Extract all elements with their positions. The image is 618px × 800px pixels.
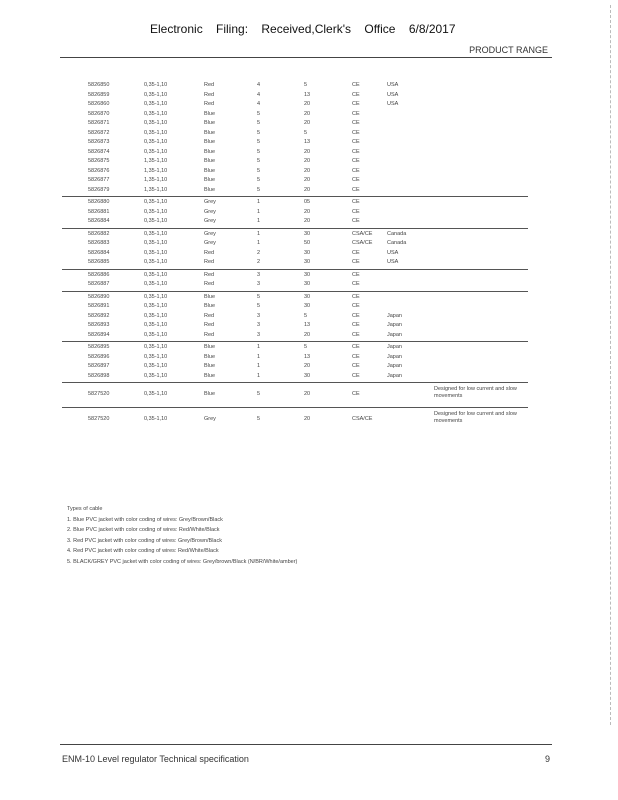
approval-cell: CE [352, 303, 360, 309]
article-number: 5826894 [88, 331, 110, 338]
article-number: 5826879 [88, 186, 110, 193]
range-cell: 0,35-1,10 [144, 101, 168, 107]
approval-cell: CE [352, 129, 360, 136]
group-separator [62, 382, 528, 383]
range-cell: 1,35-1,10 [144, 167, 168, 174]
approval-cell: CE [352, 259, 360, 265]
cable-color-cell: Red [204, 101, 215, 107]
cable-type-cell: 3 [257, 331, 261, 338]
country-cell: Japan [387, 363, 402, 369]
cable-length-cell: 05 [304, 199, 311, 205]
table-row [62, 302, 528, 312]
range-cell: 0,35-1,10 [144, 110, 168, 117]
table-row [62, 198, 528, 208]
note-item: 1. Blue PVC jacket with color coding of wires: Grey/Brown/Black [67, 516, 223, 523]
range-cell: 0,35-1,10 [144, 199, 168, 205]
cable-color-cell: Blue [204, 363, 216, 369]
approval-cell: CE [352, 249, 360, 256]
cable-type-cell: 1 [257, 353, 261, 360]
range-cell: 0,35-1,10 [144, 344, 168, 350]
table-row [62, 230, 528, 240]
table-row [62, 91, 528, 101]
table-row [62, 157, 528, 167]
cable-type-cell: 1 [257, 199, 261, 205]
article-number: 5826874 [88, 148, 110, 155]
article-number: 5826884 [88, 218, 110, 224]
approval-cell: CE [352, 101, 360, 107]
table-row [62, 129, 528, 139]
approval-cell: CE [352, 208, 360, 215]
country-cell: Canada [387, 230, 407, 237]
cable-length-cell: 5 [304, 312, 308, 319]
group-separator [62, 341, 528, 342]
article-number: 5826882 [88, 230, 110, 237]
cable-color-cell: Blue [204, 177, 216, 183]
table-row [62, 321, 528, 331]
range-cell: 0,35-1,10 [144, 363, 168, 369]
approval-cell: CE [352, 312, 360, 319]
approval-cell: CE [352, 271, 360, 278]
table-row [62, 249, 528, 259]
table-row-special [62, 409, 528, 431]
table-row [62, 186, 528, 196]
cable-type-cell: 5 [257, 186, 261, 193]
country-cell: Japan [387, 372, 402, 379]
cable-color-cell: Grey [204, 208, 216, 215]
cable-color-cell: Red [204, 271, 215, 278]
range-cell: 0,35-1,10 [144, 303, 168, 309]
cable-color-cell: Red [204, 91, 215, 98]
cable-color-cell: Red [204, 331, 215, 338]
cable-color-cell: Red [204, 312, 215, 319]
cable-length-cell: 20 [304, 363, 311, 369]
approval-cell: CE [352, 120, 360, 126]
country-cell: Japan [387, 322, 402, 328]
article-number: 5826890 [88, 293, 110, 300]
filing-stamp: Electronic Filing: Received,Clerk's Office 6/8/2017 [150, 22, 456, 36]
cable-type-cell: 1 [257, 372, 261, 379]
range-cell: 0,35-1,10 [144, 208, 168, 215]
cable-length-cell: 20 [304, 158, 311, 164]
article-number: 5826896 [88, 353, 110, 360]
cable-color-cell: Blue [204, 391, 216, 397]
cable-color-cell: Red [204, 322, 215, 328]
cable-color-cell: Blue [204, 129, 216, 136]
cable-length-cell: 30 [304, 372, 311, 379]
article-number: 5826885 [88, 259, 110, 265]
country-cell: Canada [387, 240, 407, 246]
table-row [62, 110, 528, 120]
cable-color-cell: Blue [204, 372, 216, 379]
cable-color-cell: Blue [204, 139, 216, 145]
approval-cell: CE [352, 186, 360, 193]
cable-length-cell: 20 [304, 148, 311, 155]
country-cell: USA [387, 101, 399, 107]
approval-cell: CE [352, 158, 360, 164]
note-item: 4. Red PVC jacket with color coding of wires: Red/White/Black [67, 548, 219, 554]
cable-type-cell: 1 [257, 344, 261, 350]
approval-cell: CE [352, 167, 360, 174]
cable-color-cell: Red [204, 259, 215, 265]
cable-type-cell: 5 [257, 177, 261, 183]
country-cell: USA [387, 249, 399, 256]
range-cell: 1,35-1,10 [144, 177, 168, 183]
approval-cell: CE [352, 293, 360, 300]
cable-length-cell: 20 [304, 101, 311, 107]
cable-length-cell: 50 [304, 240, 311, 246]
scan-edge-artifact [604, 5, 611, 725]
article-number: 5826893 [88, 322, 110, 328]
article-number: 5827520 [88, 391, 110, 397]
cable-color-cell: Blue [204, 110, 216, 117]
cable-type-cell: 5 [257, 110, 261, 117]
approval-cell: CSA/CE [352, 416, 373, 422]
cable-color-cell: Grey [204, 230, 216, 237]
range-cell: 0,35-1,10 [144, 353, 168, 360]
group-separator [62, 228, 528, 229]
table-row [62, 148, 528, 158]
cable-color-cell: Blue [204, 120, 216, 126]
approval-cell: CE [352, 344, 360, 350]
approval-cell: CE [352, 199, 360, 205]
cable-type-cell: 5 [257, 139, 261, 145]
table-row [62, 362, 528, 372]
cable-color-cell: Red [204, 281, 215, 287]
article-number: 5826898 [88, 372, 110, 379]
cable-length-cell: 20 [304, 177, 311, 183]
group-separator [62, 269, 528, 270]
range-cell: 0,35-1,10 [144, 218, 168, 224]
footer-document-title: ENM-10 Level regulator Technical specification [62, 754, 249, 764]
cable-type-cell: 5 [257, 303, 261, 309]
cable-type-cell: 3 [257, 322, 261, 328]
article-number: 5826859 [88, 91, 110, 98]
approval-cell: CE [352, 363, 360, 369]
note-item: 2. Blue PVC jacket with color coding of wires: Red/White/Black [67, 527, 220, 533]
country-cell: USA [387, 82, 399, 88]
country-cell: Japan [387, 344, 402, 350]
cable-color-cell: Red [204, 82, 215, 88]
table-row [62, 239, 528, 249]
range-cell: 0,35-1,10 [144, 372, 168, 379]
article-number: 5826897 [88, 363, 110, 369]
cable-type-cell: 4 [257, 82, 261, 88]
table-row [62, 280, 528, 290]
approval-cell: CE [352, 372, 360, 379]
cable-color-cell: Grey [204, 218, 216, 224]
article-number: 5827520 [88, 416, 110, 422]
article-number: 5826892 [88, 312, 110, 319]
article-number: 5826883 [88, 240, 110, 246]
range-cell: 0,35-1,10 [144, 322, 168, 328]
article-number: 5826860 [88, 101, 110, 107]
cable-type-cell: 5 [257, 293, 261, 300]
cable-length-cell: 5 [304, 344, 308, 350]
cable-type-cell: 2 [257, 259, 261, 265]
cable-length-cell: 30 [304, 293, 311, 300]
cable-type-cell: 1 [257, 218, 261, 224]
range-cell: 0,35-1,10 [144, 259, 168, 265]
cable-length-cell: 5 [304, 129, 308, 136]
range-cell: 0,35-1,10 [144, 293, 168, 300]
table-row [62, 217, 528, 227]
cable-type-cell: 4 [257, 101, 261, 107]
section-title: PRODUCT RANGE [469, 45, 548, 55]
approval-cell: CE [352, 91, 360, 98]
cable-length-cell: 5 [304, 82, 308, 88]
article-number: 5826891 [88, 303, 110, 309]
table-row [62, 81, 528, 91]
table-row-special [62, 384, 528, 406]
cable-length-cell: 13 [304, 353, 311, 360]
cable-type-cell: 3 [257, 281, 261, 287]
table-row [62, 343, 528, 353]
country-cell: Japan [387, 353, 402, 360]
group-separator [62, 196, 528, 197]
cable-length-cell: 30 [304, 271, 311, 278]
range-cell: 0,35-1,10 [144, 139, 168, 145]
range-cell: 0,35-1,10 [144, 391, 168, 397]
approval-cell: CSA/CE [352, 240, 373, 246]
cable-color-cell: Blue [204, 186, 216, 193]
range-cell: 0,35-1,10 [144, 120, 168, 126]
range-cell: 0,35-1,10 [144, 91, 168, 98]
cable-color-cell: Blue [204, 167, 216, 174]
cable-length-cell: 20 [304, 416, 311, 422]
cable-color-cell: Blue [204, 353, 216, 360]
range-cell: 0,35-1,10 [144, 271, 168, 278]
article-number: 5826884 [88, 249, 110, 256]
approval-cell: CE [352, 148, 360, 155]
article-number: 5826875 [88, 158, 110, 164]
article-number: 5826872 [88, 129, 110, 136]
cable-type-cell: 5 [257, 120, 261, 126]
cable-type-cell: 5 [257, 129, 261, 136]
article-number: 5826877 [88, 177, 110, 183]
table-row [62, 353, 528, 363]
cable-color-cell: Red [204, 249, 215, 256]
table-row [62, 100, 528, 110]
article-number: 5826871 [88, 120, 110, 126]
cable-length-cell: 13 [304, 91, 311, 98]
cable-length-cell: 20 [304, 167, 311, 174]
article-number: 5826873 [88, 139, 110, 145]
cable-type-cell: 5 [257, 167, 261, 174]
cable-type-cell: 1 [257, 363, 261, 369]
article-number: 5826876 [88, 167, 110, 174]
approval-cell: CE [352, 322, 360, 328]
range-cell: 0,35-1,10 [144, 281, 168, 287]
country-cell: USA [387, 259, 399, 265]
range-cell: 1,35-1,10 [144, 186, 168, 193]
range-cell: 0,35-1,10 [144, 230, 168, 237]
article-number: 5826887 [88, 281, 110, 287]
footer-rule [60, 744, 552, 745]
cable-length-cell: 20 [304, 218, 311, 224]
approval-cell: CE [352, 281, 360, 287]
special-note-cell: Designed for low current and slow movements [434, 411, 517, 424]
cable-color-cell: Blue [204, 344, 216, 350]
cable-type-cell: 5 [257, 391, 261, 397]
cable-length-cell: 20 [304, 110, 311, 117]
table-row [62, 167, 528, 177]
approval-cell: CE [352, 391, 360, 397]
cable-types-notes [67, 504, 297, 567]
approval-cell: CE [352, 177, 360, 183]
cable-type-cell: 1 [257, 208, 261, 215]
article-number: 5826886 [88, 271, 110, 278]
approval-cell: CE [352, 139, 360, 145]
article-number: 5826880 [88, 199, 110, 205]
range-cell: 0,35-1,10 [144, 416, 168, 422]
cable-length-cell: 30 [304, 230, 311, 237]
cable-length-cell: 20 [304, 391, 311, 397]
approval-cell: CE [352, 82, 360, 88]
cable-type-cell: 1 [257, 240, 261, 246]
table-row [62, 208, 528, 218]
table-row [62, 312, 528, 322]
notes-title: Types of cable [67, 506, 103, 512]
cable-color-cell: Grey [204, 199, 216, 205]
page-number: 9 [545, 754, 551, 764]
cable-color-cell: Grey [204, 240, 216, 246]
cable-length-cell: 20 [304, 186, 311, 193]
table-row [62, 176, 528, 186]
range-cell: 0,35-1,10 [144, 331, 168, 338]
cable-type-cell: 3 [257, 312, 261, 319]
article-number: 5826870 [88, 110, 110, 117]
article-number: 5826881 [88, 208, 110, 215]
cable-color-cell: Blue [204, 303, 216, 309]
note-item: 5. BLACK/GREY PVC jacket with color coding of wires: Grey/brown/Black (N/BR/White/amber) [67, 558, 298, 565]
table-row [62, 372, 528, 382]
range-cell: 0,35-1,10 [144, 148, 168, 155]
range-cell: 0,35-1,10 [144, 240, 168, 246]
cable-color-cell: Blue [204, 293, 216, 300]
cable-length-cell: 30 [304, 259, 311, 265]
range-cell: 0,35-1,10 [144, 82, 168, 88]
country-cell: Japan [387, 331, 402, 338]
cable-length-cell: 20 [304, 331, 311, 338]
cable-length-cell: 30 [304, 249, 311, 256]
range-cell: 0,35-1,10 [144, 312, 168, 319]
header-rule [60, 57, 552, 58]
group-separator [62, 291, 528, 292]
group-separator [62, 407, 528, 408]
country-cell: Japan [387, 312, 402, 319]
cable-color-cell: Blue [204, 148, 216, 155]
cable-length-cell: 20 [304, 120, 311, 126]
cable-length-cell: 30 [304, 281, 311, 287]
article-number: 5826850 [88, 82, 110, 88]
table-row [62, 138, 528, 148]
article-number: 5826895 [88, 344, 110, 350]
table-row [62, 331, 528, 341]
approval-cell: CE [352, 218, 360, 224]
cable-length-cell: 30 [304, 303, 311, 309]
table-row [62, 258, 528, 268]
cable-length-cell: 13 [304, 322, 311, 328]
cable-length-cell: 13 [304, 139, 311, 145]
cable-type-cell: 4 [257, 91, 261, 98]
range-cell: 0,35-1,10 [144, 129, 168, 136]
approval-cell: CSA/CE [352, 230, 373, 237]
note-item: 3. Red PVC jacket with color coding of wires: Grey/Brown/Black [67, 537, 222, 544]
approval-cell: CE [352, 110, 360, 117]
table-row [62, 271, 528, 281]
cable-color-cell: Blue [204, 158, 216, 164]
special-note-cell: Designed for low current and slow movements [434, 386, 517, 399]
table-row [62, 293, 528, 303]
range-cell: 0,35-1,10 [144, 249, 168, 256]
cable-type-cell: 5 [257, 148, 261, 155]
cable-color-cell: Grey [204, 416, 216, 422]
table-row [62, 119, 528, 129]
cable-type-cell: 5 [257, 158, 261, 164]
product-range-table [62, 81, 528, 431]
approval-cell: CE [352, 331, 360, 338]
country-cell: USA [387, 91, 399, 98]
cable-type-cell: 2 [257, 249, 261, 256]
approval-cell: CE [352, 353, 360, 360]
cable-type-cell: 3 [257, 271, 261, 278]
cable-type-cell: 5 [257, 416, 261, 422]
cable-type-cell: 1 [257, 230, 261, 237]
cable-length-cell: 20 [304, 208, 311, 215]
range-cell: 1,35-1,10 [144, 158, 168, 164]
